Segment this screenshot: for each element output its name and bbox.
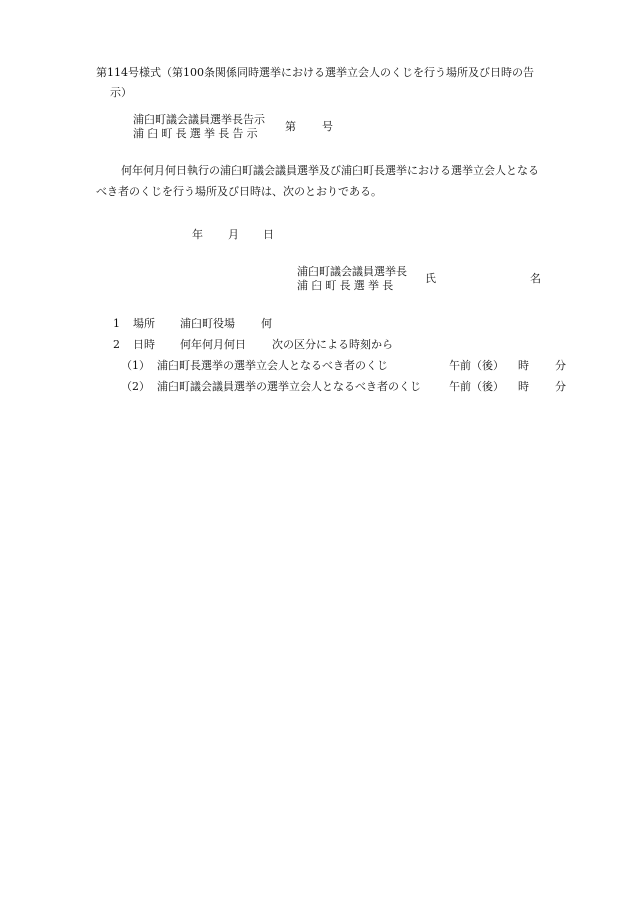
body-line-1: 何年何月何日執行の浦臼町議会議員選挙及び浦臼町長選挙における選挙立会人となる <box>121 164 539 177</box>
notice-number-label: 第 <box>285 120 296 133</box>
item-extra: 何 <box>261 317 272 330</box>
subitem-ampm: 午前（後） <box>449 380 504 393</box>
date-month: 月 <box>228 228 239 241</box>
item-number: 1 <box>113 317 120 330</box>
item-number: 2 <box>113 338 120 351</box>
notice-issuer-2: 浦臼町長選挙長告示 <box>133 127 261 140</box>
subitem-number: （2） <box>121 380 150 393</box>
signature-name-family: 氏 <box>425 272 436 285</box>
notice-issuer-1: 浦臼町議会議員選挙長告示 <box>133 113 265 126</box>
subitem-text: 浦臼町長選挙の選挙立会人となるべき者のくじ <box>157 359 388 372</box>
item-value: 浦臼町役場 <box>180 317 235 330</box>
subitem-minute: 分 <box>555 359 566 372</box>
subitem-number: （1） <box>121 359 150 372</box>
subitem-text: 浦臼町議会議員選挙の選挙立会人となるべき者のくじ <box>157 380 421 393</box>
date-year: 年 <box>192 228 203 241</box>
item-label: 場所 <box>133 317 155 330</box>
subitem-hour: 時 <box>518 380 529 393</box>
form-title-line1: 第114号様式（第100条関係同時選挙における選挙立会人のくじを行う場所及び日時の告 <box>96 66 534 79</box>
signature-title-2: 浦臼町長選挙長 <box>297 279 397 292</box>
item-label: 日時 <box>133 338 155 351</box>
subitem-ampm: 午前（後） <box>449 359 504 372</box>
signature-title-1: 浦臼町議会議員選挙長 <box>297 265 407 278</box>
item-value: 何年何月何日 <box>180 338 246 351</box>
date-day: 日 <box>263 228 274 241</box>
notice-number-suffix: 号 <box>322 120 333 133</box>
form-title-line2: 示） <box>110 86 132 99</box>
item-extra: 次の区分による時刻から <box>272 338 393 351</box>
subitem-minute: 分 <box>555 380 566 393</box>
body-line-2: べき者のくじを行う場所及び日時は、次のとおりである。 <box>96 185 382 198</box>
signature-name-given: 名 <box>530 272 541 285</box>
subitem-hour: 時 <box>518 359 529 372</box>
